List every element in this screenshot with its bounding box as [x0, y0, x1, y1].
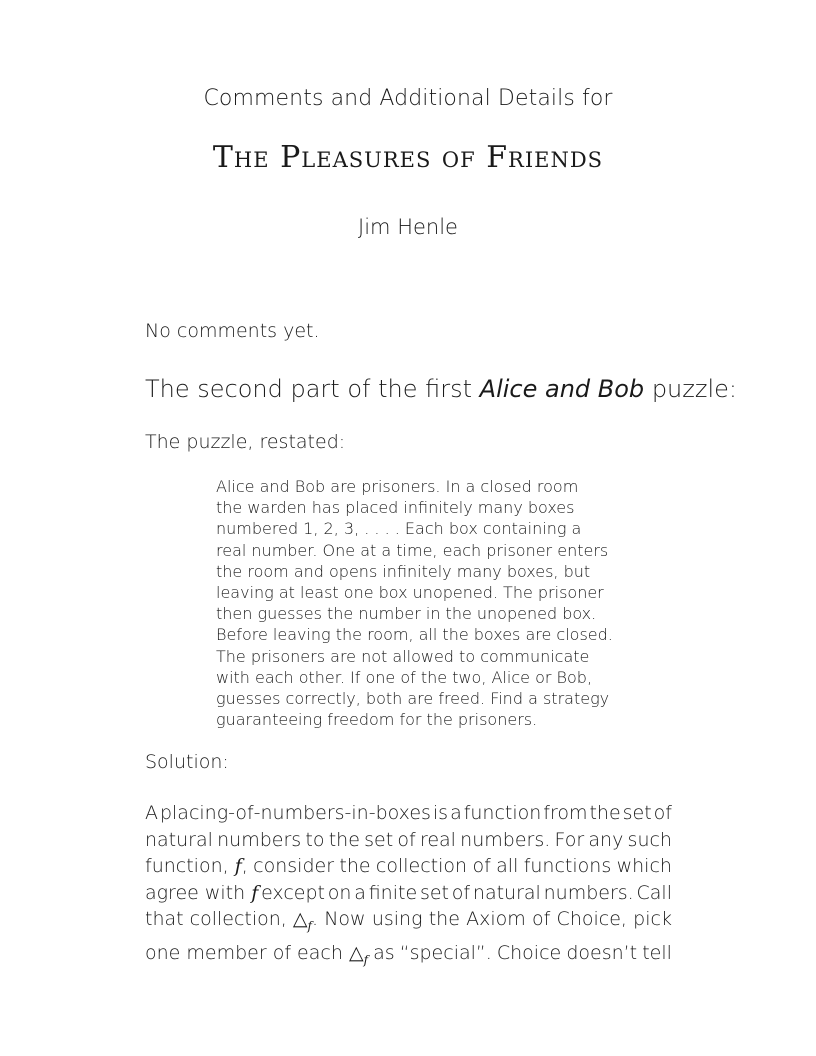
word: all	[496, 855, 519, 877]
line-3-prefix: function, f,	[145, 853, 248, 880]
word: “special”.	[399, 941, 492, 964]
no-comments-text: No comments yet.	[145, 320, 320, 342]
document-title: The Pleasures of Friends	[212, 140, 604, 175]
solution-line-4	[145, 880, 672, 907]
word: of	[653, 802, 672, 824]
word: For	[554, 828, 585, 851]
word: a	[450, 802, 462, 824]
heading-text-before: The second part of the first	[145, 375, 473, 403]
line-4-prefix: agree with f	[145, 880, 258, 907]
word: Call	[636, 881, 672, 904]
math-variable-f: f	[251, 881, 259, 904]
author-name: Jim Henle	[358, 215, 458, 239]
word: doesn’t	[566, 941, 638, 964]
quote-line: guaranteeing freedom for the prisoners.	[216, 710, 538, 730]
heading-text-after: puzzle:	[651, 375, 737, 403]
word: the	[428, 908, 460, 930]
quote-line: Alice and Bob are prisoners. In a closed room	[216, 477, 579, 496]
word: which	[616, 855, 672, 877]
word: tell	[642, 941, 672, 964]
word: of	[397, 828, 416, 851]
word: on	[327, 881, 352, 904]
delta-symbol: △	[292, 908, 308, 930]
word: consider	[253, 855, 335, 877]
word: Choice	[496, 941, 562, 964]
heading-italic-text: Alice and Bob	[479, 375, 645, 403]
word: set	[622, 802, 652, 824]
delta-symbol: △	[348, 941, 364, 964]
word: placing-of-numbers-in-boxes	[159, 802, 431, 824]
quote-line: The prisoners are not allowed to communicate	[216, 646, 590, 666]
word: of	[532, 908, 551, 930]
word: the	[328, 828, 360, 851]
solution-line-1	[145, 800, 672, 827]
quote-line: real number. One at a time, each prisoner enters	[216, 540, 609, 560]
word: a	[354, 881, 366, 904]
line-5-prefix: that collection, △f.	[145, 906, 318, 940]
word: is	[432, 802, 449, 824]
quote-line: Before leaving the room, all the boxes are closed.	[216, 625, 613, 645]
document-subtitle: Comments and Additional Details for	[203, 86, 613, 111]
quote-line: guesses correctly, both are freed. Find a strategy	[216, 689, 610, 709]
solution-paragraph	[145, 800, 672, 973]
word: numbers.	[543, 881, 634, 904]
word: to	[305, 828, 325, 851]
word: any	[588, 828, 624, 851]
word: numbers	[217, 828, 302, 851]
section-heading	[145, 375, 737, 403]
word: except	[261, 881, 325, 904]
solution-line-5	[145, 906, 672, 940]
puzzle-restated-label: The puzzle, restated:	[145, 431, 346, 453]
solution-label: Solution:	[145, 751, 229, 773]
quote-line: with each other. If one of the two, Alice or Bob,	[216, 667, 593, 687]
word: from	[543, 802, 588, 824]
word: set	[364, 828, 394, 851]
math-variable-f: f	[234, 855, 242, 877]
delta-subscript: f	[363, 952, 369, 967]
word: of	[472, 855, 491, 877]
quote-line: the warden has placed infinitely many boxes	[216, 498, 575, 518]
puzzle-quote	[216, 476, 613, 730]
word: natural	[145, 828, 213, 851]
quote-line: the room and opens infinitely many boxes, but	[216, 561, 591, 581]
word: the	[339, 855, 371, 877]
quote-line: leaving at least one box unopened. The prisoner	[216, 583, 604, 603]
word: set	[419, 881, 449, 904]
word: Choice,	[556, 908, 627, 930]
word: as	[373, 941, 395, 964]
solution-line-2	[145, 827, 672, 854]
solution-line-3	[145, 853, 672, 880]
word: such	[627, 828, 672, 851]
line-6-prefix: one member of each △f	[145, 940, 368, 974]
word: Now	[324, 908, 366, 930]
word: function	[463, 802, 542, 824]
word: A	[145, 802, 158, 824]
word: collection	[375, 855, 468, 877]
word: pick	[633, 908, 672, 930]
quote-line: numbered 1, 2, 3, . . . . Each box containing a	[216, 519, 582, 539]
word: natural	[472, 881, 541, 904]
solution-line-6	[145, 940, 672, 974]
word: using	[371, 908, 423, 930]
word: real	[419, 828, 456, 851]
word: functions	[523, 855, 612, 877]
word: the	[589, 802, 621, 824]
word: of	[451, 881, 471, 904]
quote-line: then guesses the number in the unopened box.	[216, 604, 597, 624]
word: Axiom	[466, 908, 526, 930]
word: numbers.	[460, 828, 551, 851]
word: finite	[368, 881, 418, 904]
delta-subscript: f	[307, 919, 312, 933]
